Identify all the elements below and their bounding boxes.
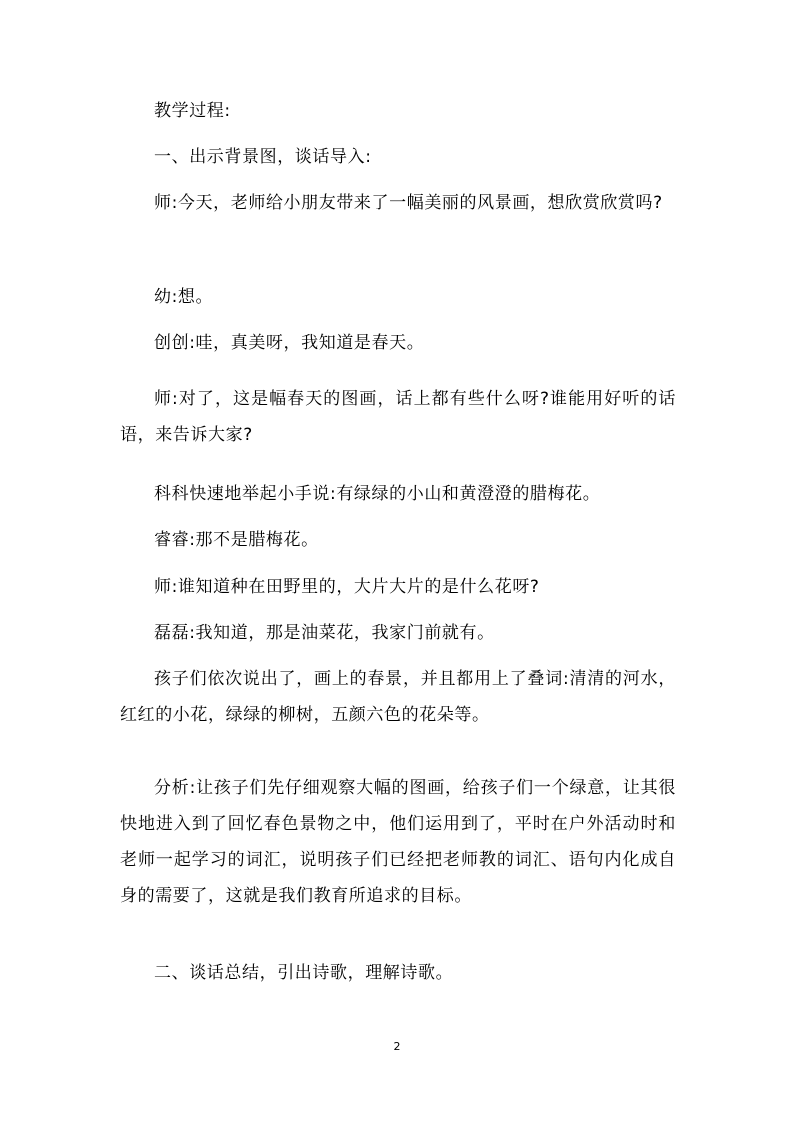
paragraph-9: 师:谁知道种在田野里的，大片大片的是什么花呀?	[154, 577, 540, 597]
paragraph-8: 睿睿:那不是腊梅花。	[154, 530, 319, 550]
paragraph-7: 科科快速地举起小手说:有绿绿的小山和黄澄澄的腊梅花。	[154, 484, 601, 504]
paragraph-1: 教学过程:	[154, 101, 231, 121]
paragraph-5: 创创:哇，真美呀，我知道是春天。	[154, 333, 425, 353]
paragraph-6: 师:对了，这是幅春天的图画，话上都有些什么呀?谁能用好听的话语，来告诉大家?	[120, 389, 676, 445]
paragraph-13: 二、谈话总结，引出诗歌，理解诗歌。	[154, 963, 454, 983]
paragraph-11: 孩子们依次说出了，画上的春景，并且都用上了叠词:清清的河水，红红的小花，绿绿的柳树，五颜六色的花朵等。	[120, 669, 676, 725]
paragraph-2: 一、出示背景图，谈话导入:	[154, 147, 372, 167]
page-number: 2	[393, 1040, 401, 1053]
paragraph-3: 师:今天，老师给小朋友带来了一幅美丽的风景画，想欣赏欣赏吗?	[154, 193, 663, 213]
paragraph-12: 分析:让孩子们先仔细观察大幅的图画，给孩子们一个绿意，让其很快地进入到了回忆春色景物之中，他们运用到了，平时在户外活动时和老师一起学习的词汇，说明孩子们已经把老师教的词汇、语句内化成自身的需要了，这就是我们教育所追求的目标。	[120, 778, 676, 906]
paragraph-10: 磊磊:我知道，那是油菜花，我家门前就有。	[154, 623, 495, 643]
paragraph-4: 幼:想。	[154, 287, 214, 307]
